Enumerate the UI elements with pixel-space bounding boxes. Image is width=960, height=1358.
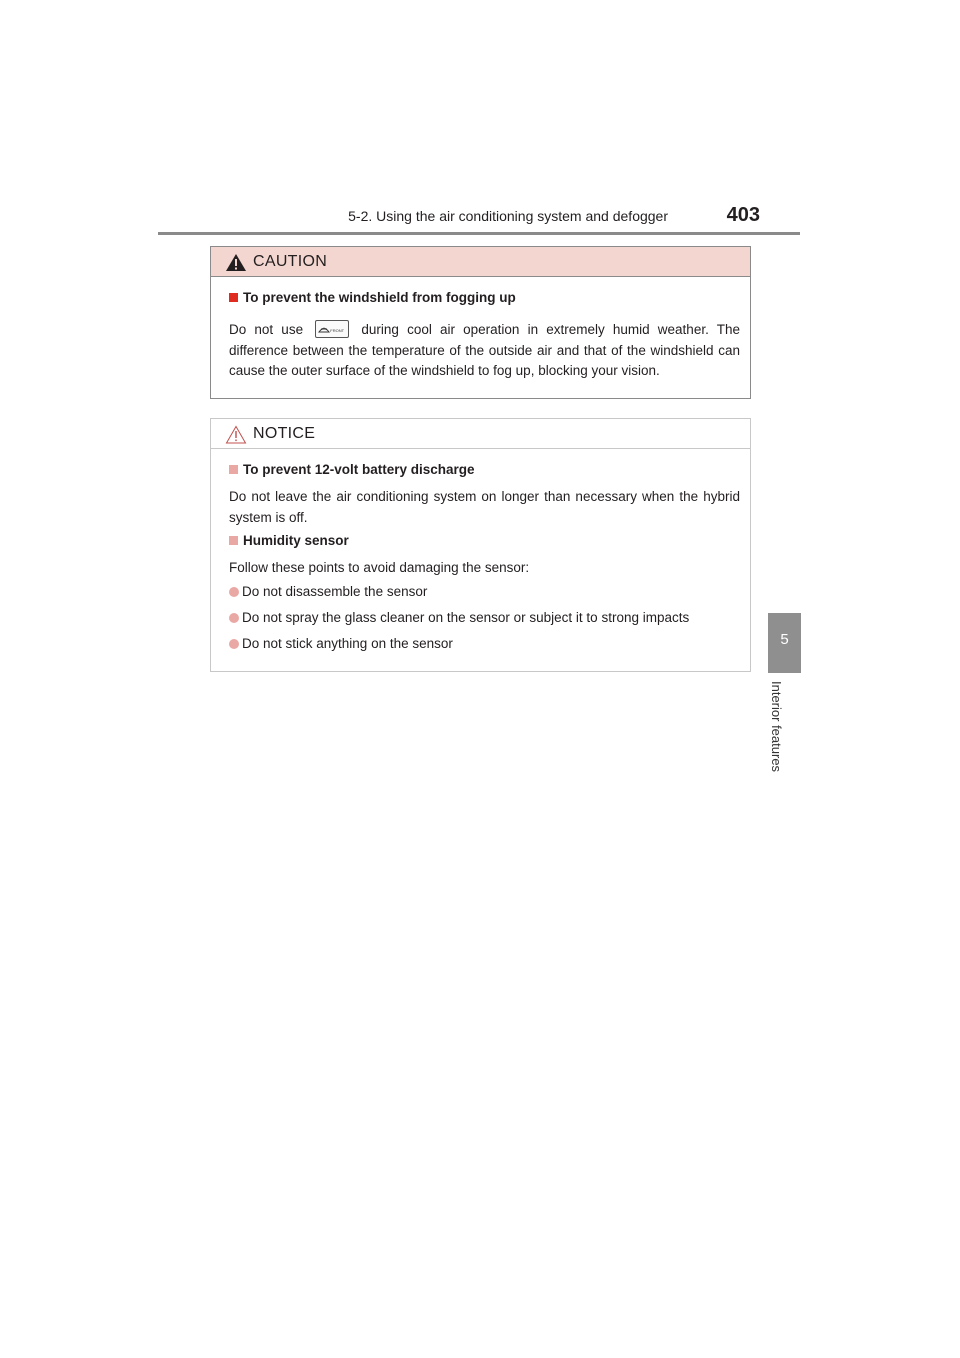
notice-box bbox=[210, 418, 751, 672]
chapter-label: Interior features bbox=[769, 681, 784, 773]
bullet-text: Do not stick anything on the sensor bbox=[242, 636, 453, 651]
list-item bbox=[229, 636, 453, 651]
caution-paragraph bbox=[229, 320, 740, 382]
bullet-text: Do not spray the glass cleaner on the sensor or subject it to strong impacts bbox=[242, 610, 690, 625]
pink-square-marker-icon bbox=[229, 465, 238, 474]
bullet-text: Do not disassemble the sensor bbox=[242, 584, 428, 599]
notice-heading-humidity bbox=[229, 533, 349, 548]
notice-paragraph-battery: Do not leave the air conditioning system on longer than necessary when the hybrid system is off. bbox=[229, 489, 740, 525]
section-title: 5-2. Using the air conditioning system and defogger bbox=[348, 208, 668, 224]
chapter-tab bbox=[768, 613, 801, 673]
button-icon-label: FRONT bbox=[330, 328, 345, 333]
caution-header bbox=[211, 247, 750, 277]
header-divider bbox=[158, 232, 800, 235]
caution-text-before: Do not use bbox=[229, 322, 304, 337]
chapter-label-container bbox=[769, 681, 796, 791]
caution-box bbox=[210, 246, 751, 399]
caution-text-after: during cool air operation in extremely humid weather. The difference between the temperature of the outside air and that of the windshield can cause the outer surface of the windshield to fog up, blocking your vision. bbox=[229, 322, 740, 378]
bullet-dot-icon bbox=[229, 587, 239, 597]
caution-heading-text: To prevent the windshield from fogging up bbox=[243, 290, 516, 305]
list-item bbox=[229, 610, 689, 625]
warning-triangle-icon bbox=[225, 253, 247, 272]
bullet-dot-icon bbox=[229, 613, 239, 623]
pink-square-marker-icon bbox=[229, 536, 238, 545]
red-square-marker-icon bbox=[229, 293, 238, 302]
front-defroster-button-icon bbox=[315, 320, 349, 338]
notice-paragraph-humidity: Follow these points to avoid damaging the sensor: bbox=[229, 560, 530, 575]
warning-outline-triangle-icon bbox=[225, 425, 247, 444]
bullet-dot-icon bbox=[229, 639, 239, 649]
notice-title: NOTICE bbox=[253, 425, 316, 442]
page-number: 403 bbox=[726, 204, 760, 226]
caution-heading bbox=[229, 290, 516, 305]
caution-title: CAUTION bbox=[253, 253, 328, 270]
notice-heading-battery bbox=[229, 462, 475, 477]
list-item bbox=[229, 584, 427, 599]
chapter-number: 5 bbox=[780, 631, 789, 648]
notice-heading-battery-text: To prevent 12-volt battery discharge bbox=[243, 462, 475, 477]
notice-header bbox=[211, 419, 750, 449]
notice-heading-humidity-text: Humidity sensor bbox=[243, 533, 349, 548]
